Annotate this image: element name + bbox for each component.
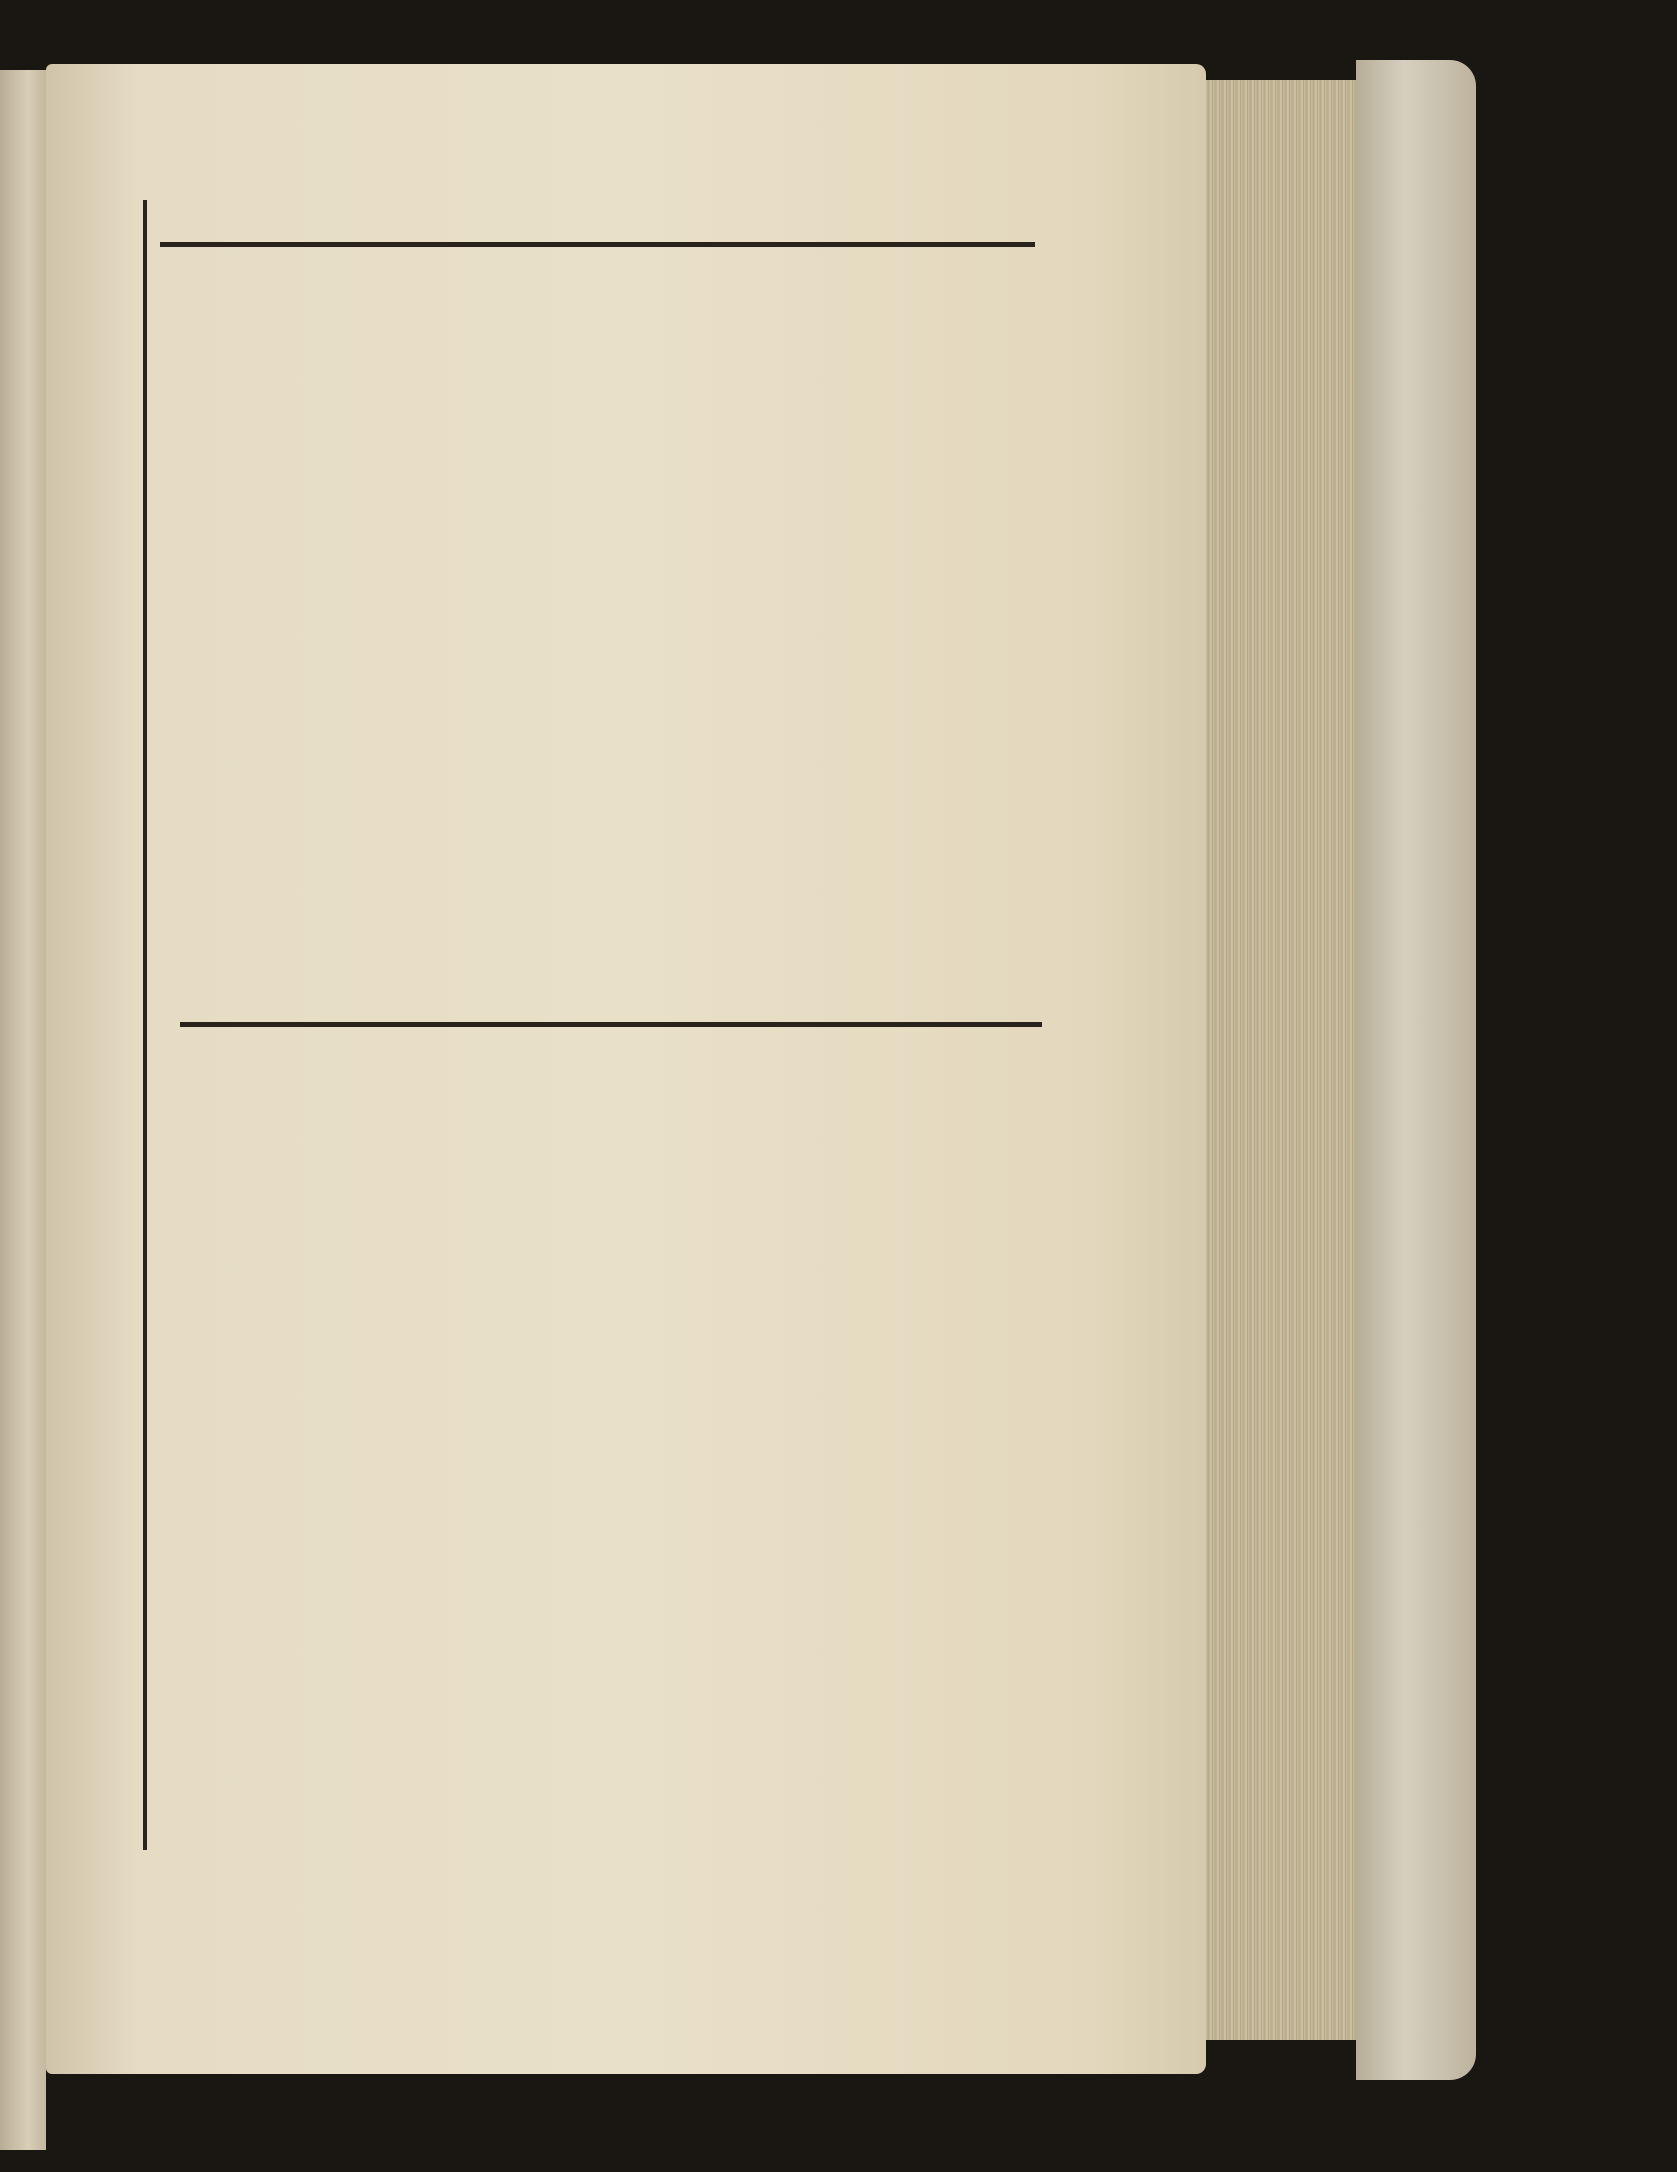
page-edges [1206, 80, 1356, 2040]
chapter-rule [180, 1022, 1042, 1027]
book-cover [1356, 60, 1476, 2080]
book-page [46, 64, 1206, 2074]
margin-rule [143, 200, 147, 1850]
header-rule [160, 242, 1035, 247]
facing-page-edge [0, 70, 46, 2150]
